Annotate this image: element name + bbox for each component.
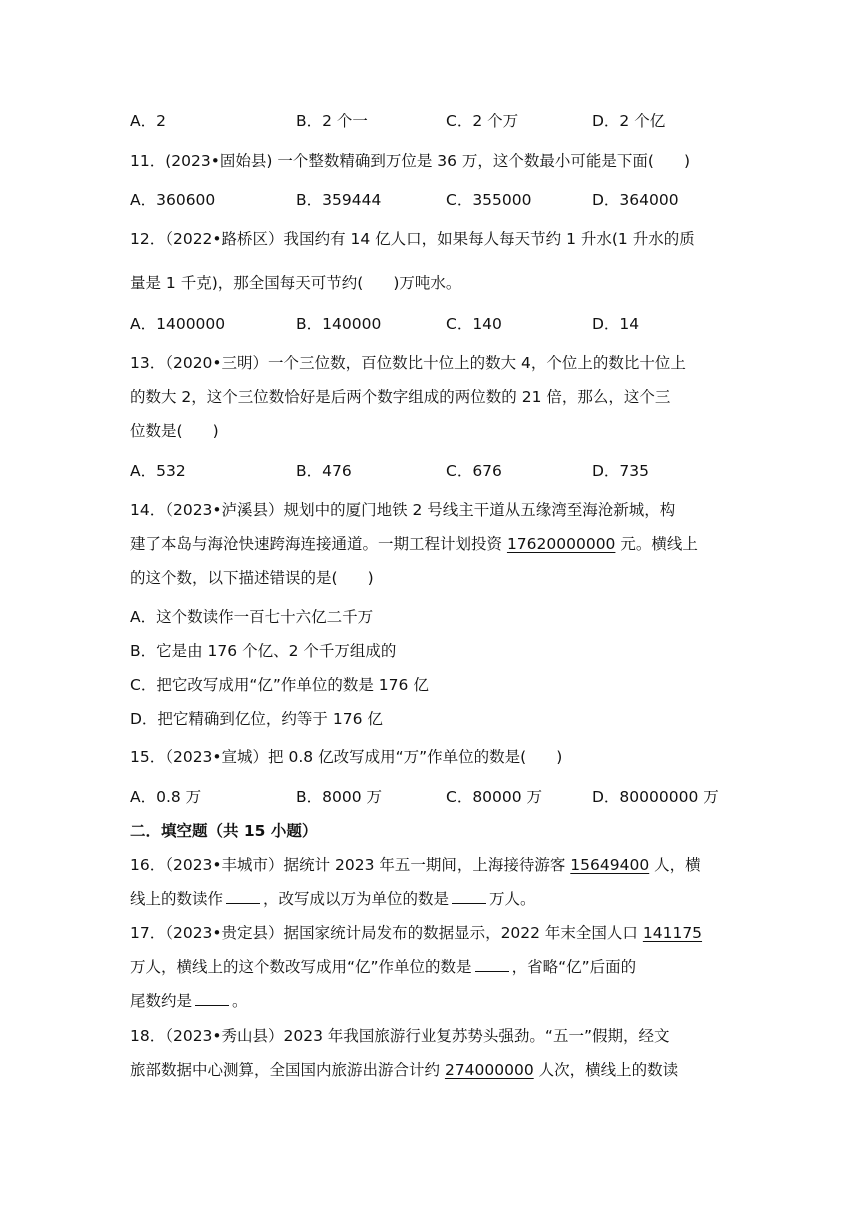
q16-stem-line-2 [130,888,733,910]
underlined-number: 17620000000 [506,535,616,553]
q17-line2-a: 万人，横线上的这个数改写成用“亿”作单位的数是 [130,958,472,976]
q12-stem-line-1: 12．（2022•路桥区）我国约有 14 亿人口，如果每人每天节约 1 升水(1 升水的质 [130,230,695,248]
option-b: B．2 个一 [296,112,368,130]
q14-option-b: B．它是由 176 个亿、2 个千万组成的 [130,642,397,660]
option-a: A．360600 [130,191,216,209]
option-a: A．2 [130,112,166,130]
option-d: D．364000 [592,191,679,209]
q12-stem-line-2 [130,272,733,294]
option-a: A．532 [130,462,186,480]
q14-option-d: D．把它精确到亿位，约等于 176 亿 [130,710,383,728]
q15-stem [130,746,733,768]
q13-line3-suffix: ) [212,422,219,440]
section-heading: 二．填空题（共 15 小题） [130,822,318,840]
q14-stem-line-3 [130,567,733,589]
q14-line3-prefix: 的这个数，以下描述错误的是( [130,569,338,587]
q13-stem-line-1: 13．（2020•三明）一个三位数，百位数比十位上的数大 4，个位上的数比十位上 [130,354,686,372]
q12-line2-suffix: )万吨水。 [393,274,462,292]
q17-stem-line-3 [130,990,733,1012]
option-b: B．359444 [296,191,382,209]
option-b: B．476 [296,462,352,480]
option-d: D．735 [592,462,650,480]
q18-line2-suffix: 人次，横线上的数读 [533,1061,679,1079]
q14-stem-line-1: 14．（2023•泸溪县）规划中的厦门地铁 2 号线主干道从五缘湾至海沧新城，构 [130,501,676,519]
answer-blank[interactable] [226,889,260,904]
q18-stem-line-2 [130,1059,733,1081]
q14-line3-suffix: ) [367,569,374,587]
q17-line2-b: ，省略“亿”后面的 [511,958,637,976]
option-c: C．355000 [446,191,532,209]
option-a: A．0.8 万 [130,788,202,806]
q14-line2-suffix: 元。横线上 [615,535,698,553]
q14-option-c: C．把它改写成用“亿”作单位的数是 176 亿 [130,676,429,694]
q11-stem-suffix: ) [683,152,691,170]
q16-stem-line-1 [130,854,733,876]
q14-stem-line-2 [130,533,733,555]
option-b: B．8000 万 [296,788,383,806]
option-d: D．14 [592,315,640,333]
q11-stem [130,150,733,172]
underlined-number: 141175 [642,924,703,942]
q13-line3-prefix: 位数是( [130,422,183,440]
option-d: D．2 个亿 [592,112,666,130]
option-d: D．80000000 万 [592,788,719,806]
q14-option-a: A．这个数读作一百七十六亿二千万 [130,608,374,626]
option-b: B．140000 [296,315,382,333]
q15-stem-suffix: ) [556,748,563,766]
q13-stem-line-2: 的数大 2，这个三位数恰好是后两个数字组成的两位数的 21 倍，那么，这个三 [130,388,671,406]
answer-blank[interactable] [475,957,509,972]
q15-stem-prefix: 15．（2023•宣城）把 0.8 亿改写成用“万”作单位的数是( [130,748,527,766]
answer-blank[interactable] [195,991,229,1006]
q18-stem-line-1: 18．（2023•秀山县）2023 年我国旅游行业复苏势头强劲。“五一”假期，经文 [130,1027,670,1045]
q18-line2-prefix: 旅部数据中心测算，全国国内旅游出游合计约 [130,1061,445,1079]
q12-line2-prefix: 量是 1 千克)，那全国每天可节约( [130,274,364,292]
q17-line1-prefix: 17．（2023•贵定县）据国家统计局发布的数据显示，2022 年末全国人口 [130,924,643,942]
q13-stem-line-3 [130,420,733,442]
q17-line3-a: 尾数约是 [130,992,193,1010]
q16-line2-c: 万人。 [489,890,536,908]
q16-line2-b: ，改写成以万为单位的数是 [263,890,450,908]
underlined-number: 274000000 [444,1061,534,1079]
answer-blank[interactable] [452,889,486,904]
option-c: C．2 个万 [446,112,519,130]
q17-stem-line-1 [130,922,733,944]
option-c: C．140 [446,315,502,333]
q16-line2-a: 线上的数读作 [130,890,224,908]
q16-line1-prefix: 16．（2023•丰城市）据统计 2023 年五一期间，上海接待游客 [130,856,571,874]
q14-line2-prefix: 建了本岛与海沧快速跨海连接通道。一期工程计划投资 [130,535,507,553]
option-a: A．1400000 [130,315,226,333]
option-c: C．80000 万 [446,788,543,806]
underlined-number: 15649400 [570,856,650,874]
q16-line1-suffix: 人，横 [649,856,701,874]
q11-stem-prefix: 11．(2023•固始县) 一个整数精确到万位是 36 万，这个数最小可能是下面( [130,152,654,170]
q17-stem-line-2 [130,956,733,978]
option-c: C．676 [446,462,502,480]
q17-line3-b: 。 [232,992,248,1010]
